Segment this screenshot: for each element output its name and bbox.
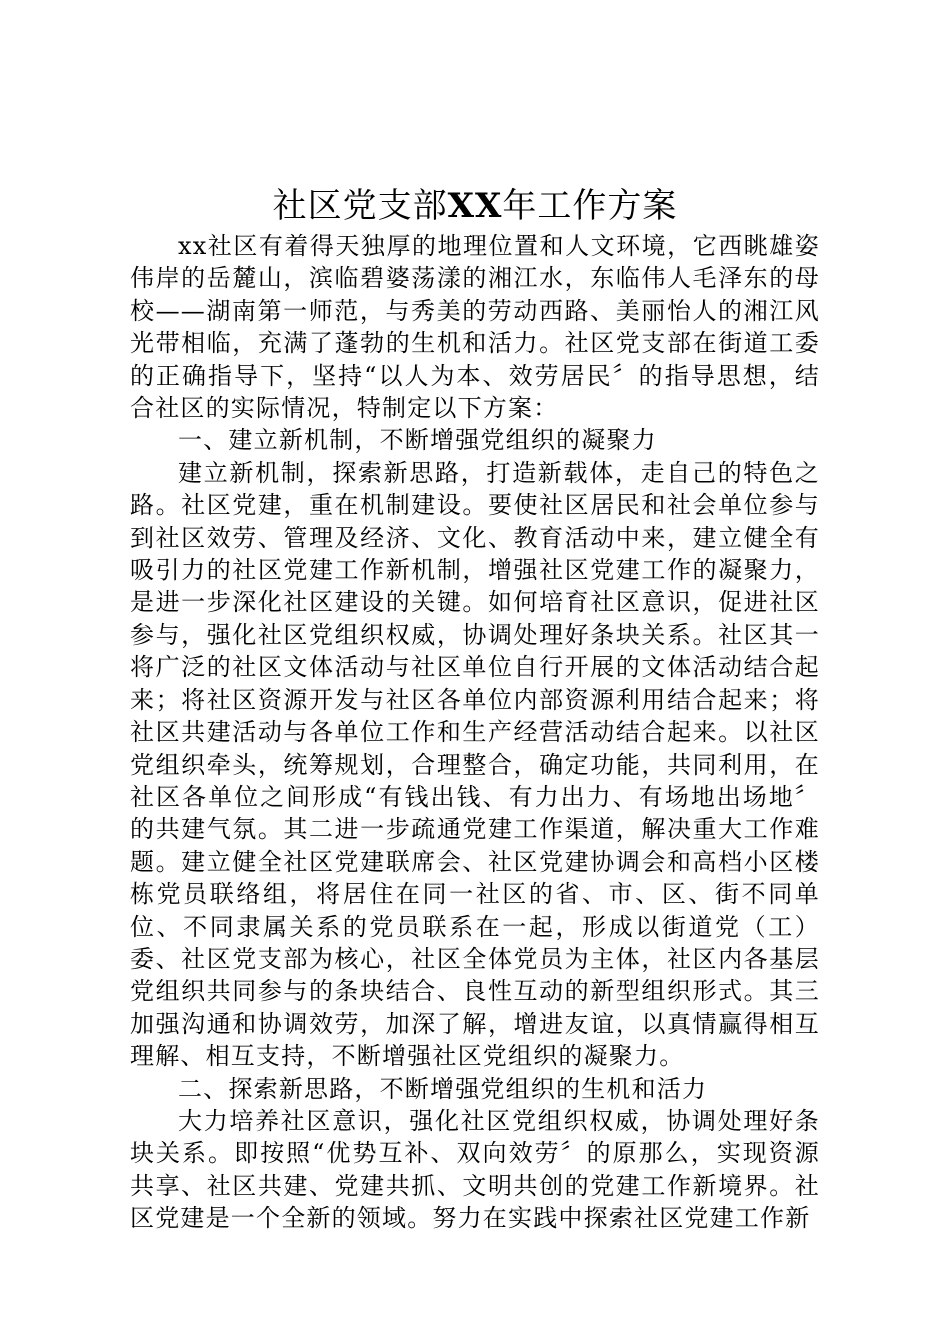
title-suffix: 年工作方案 (502, 186, 678, 226)
section-2-paragraph: 大力培养社区意识，强化社区党组织权威，协调处理好条块关系。即按照“优势互补、双向效劳〞的原那么，实现资源共享、社区共建、党建共抓、文明共创的党建工作新境界。社区党建是一个全新的领域。努力在实践中探索社区党建工作新 (130, 1106, 820, 1233)
document-title (130, 186, 820, 230)
title-prefix: 社区党支部 (272, 186, 448, 226)
title-year-placeholder: XX (447, 186, 503, 226)
intro-paragraph: xx社区有着得天独厚的地理位置和人文环境，它西眺雄姿伟岸的岳麓山，滨临碧婆荡漾的湘江水，东临伟人毛泽东的母校——湖南第一师范，与秀美的劳动西路、美丽怡人的湘江风光带相临，充满了蓬勃的生机和活力。社区党支部在街道工委的正确指导下，坚持“以人为本、效劳居民〞的指导思想，结合社区的实际情况，特制定以下方案： (130, 232, 820, 423)
section-heading-2: 二、探索新思路，不断增强党组织的生机和活力 (178, 1074, 708, 1103)
document-page (130, 186, 820, 1235)
section-1-paragraph: 建立新机制，探索新思路，打造新载体，走自己的特色之路。社区党建，重在机制建设。要使社区居民和社会单位参与到社区效劳、管理及经济、文化、教育活动中来，建立健全有吸引力的社区党建工作新机制，增强社区党建工作的凝聚力，是进一步深化社区建设的关键。如何培育社区意识，促进社区参与，强化社区党组织权威，协调处理好条块关系。社区其一将广泛的社区文体活动与社区单位自行开展的文体活动结合起来；将社区资源开发与社区各单位内部资源利用结合起来；将社区共建活动与各单位工作和生产经营活动结合起来。以社区党组织牵头，统筹规划，合理整合，确定功能，共同利用，在社区各单位之间形成“有钱出钱、有力出力、有场地出场地〞的共建气氛。其二进一步疏通党建工作渠道，解决重大工作难题。建立健全社区党建联席会、社区党建协调会和高档小区楼栋党员联络组，将居住在同一社区的省、市、区、街不同单位、不同隶属关系的党员联系在一起，形成以街道党（工）委、社区党支部为核心，社区全体党员为主体，社区内各基层党组织共同参与的条块结合、良性互动的新型组织形式。其三加强沟通和协调效劳，加深了解，增进友谊，以真情赢得相互理解、相互支持，不断增强社区党组织的凝聚力。 (130, 458, 820, 1071)
section-heading-1: 一、建立新机制，不断增强党组织的凝聚力 (178, 426, 657, 455)
document-body (130, 230, 820, 1235)
